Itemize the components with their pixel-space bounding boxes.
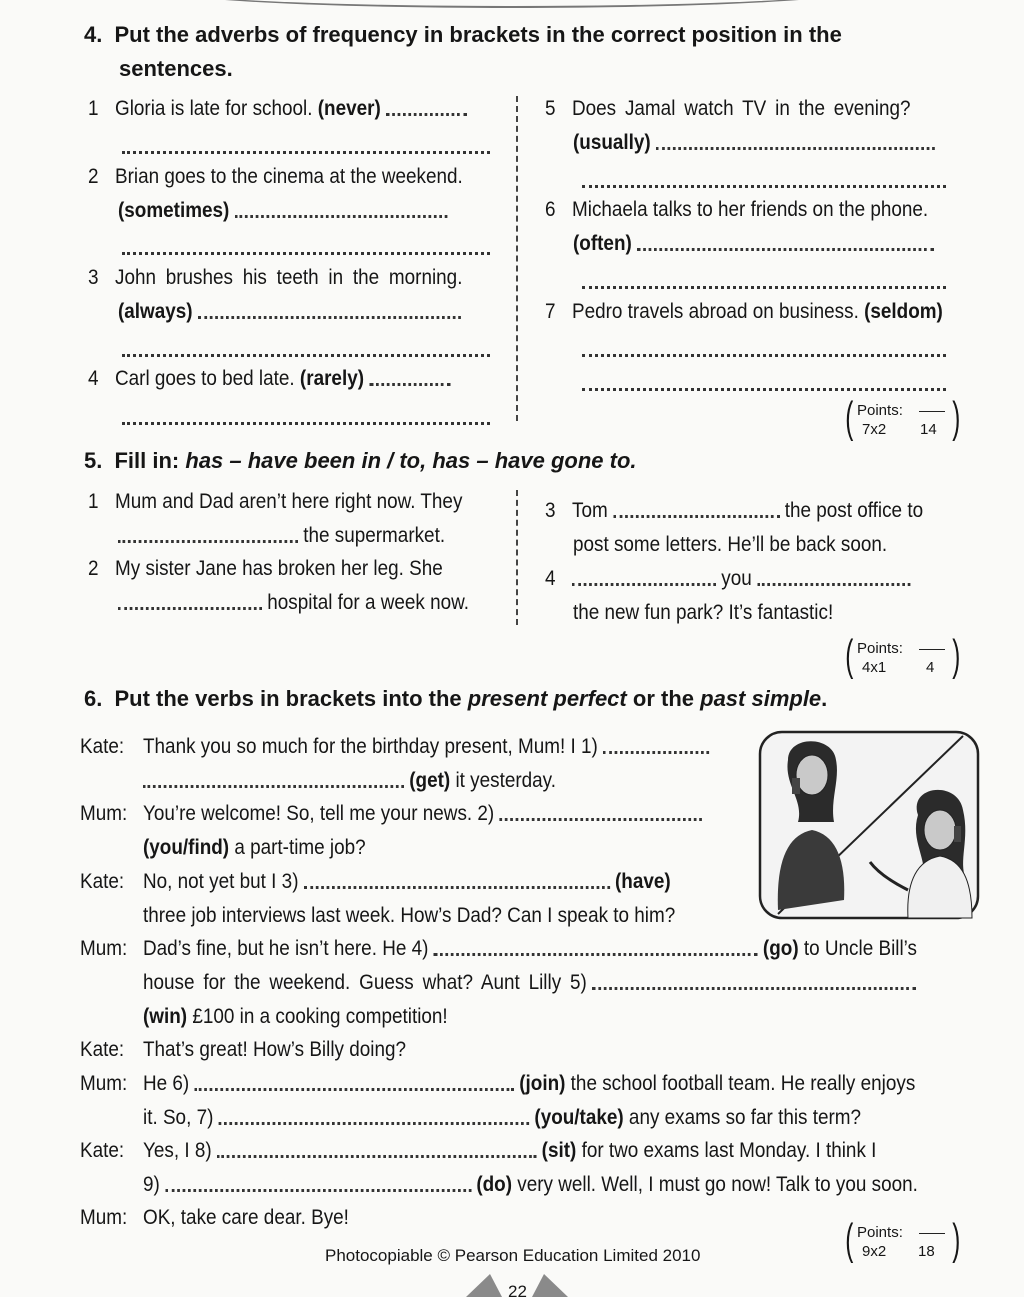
ex5-item-3: 3 Tom the post office to bbox=[545, 499, 924, 522]
ex4-item-6: 6 Michaela talks to her friends on the phone. bbox=[545, 198, 929, 221]
points-multiplier: 7x2 bbox=[862, 421, 887, 438]
points-fraction-line bbox=[919, 649, 945, 650]
ex4-item-5: 5 Does Jamal watch TV in the evening? bbox=[545, 97, 911, 120]
speaker-mum: Mum: bbox=[80, 1072, 128, 1095]
answer-blank[interactable] bbox=[582, 175, 946, 188]
points-fraction-line bbox=[919, 1233, 945, 1234]
answer-blank[interactable] bbox=[613, 505, 780, 518]
answer-blank[interactable] bbox=[582, 378, 946, 391]
speaker-mum: Mum: bbox=[80, 937, 128, 960]
answer-blank[interactable] bbox=[582, 276, 946, 289]
phone-call-illustration bbox=[758, 730, 980, 920]
ex4-number: 4. bbox=[84, 22, 103, 47]
dialogue-line-6: three job interviews last week. How’s Dad? Can I speak to him? bbox=[143, 904, 676, 927]
dialogue-line-14: 9) (do) very well. Well, I must go now! Talk to you soon. bbox=[143, 1173, 918, 1196]
ex5-heading: 5. Fill in: has – have been in / to, has – have gone to. bbox=[84, 448, 637, 473]
ex4-item-3-adverb: (always) bbox=[118, 295, 461, 328]
answer-blank[interactable] bbox=[656, 137, 935, 150]
answer-blank[interactable] bbox=[143, 775, 404, 788]
page-top-frame bbox=[160, 0, 864, 8]
answer-blank[interactable] bbox=[499, 808, 701, 821]
ex4-item-7: 7 Pedro travels abroad on business. (seldom) bbox=[545, 300, 943, 323]
ex4-heading bbox=[84, 18, 842, 51]
answer-blank[interactable] bbox=[219, 1112, 530, 1125]
speaker-kate: Kate: bbox=[80, 1139, 125, 1162]
answer-blank[interactable] bbox=[122, 141, 490, 154]
ex5-column-divider bbox=[516, 490, 518, 625]
speaker-kate: Kate: bbox=[80, 1038, 125, 1061]
points-multiplier: 4x1 bbox=[862, 659, 887, 676]
dialogue-line-4: (you/find) a part-time job? bbox=[143, 836, 366, 859]
ex4-item-2-adverb: (sometimes) bbox=[118, 194, 447, 227]
dialogue-line-12: it. So, 7) (you/take) any exams so far this term? bbox=[143, 1106, 862, 1129]
answer-blank[interactable] bbox=[165, 1179, 471, 1192]
points-total: 4 bbox=[926, 659, 935, 676]
ex5-points-box: ( ) Points: 4x1 4 bbox=[845, 631, 961, 680]
answer-blank[interactable] bbox=[217, 1145, 536, 1158]
ex4-column-divider bbox=[516, 96, 518, 421]
dialogue-line-8: house for the weekend. Guess what? Aunt Lilly 5) bbox=[143, 966, 916, 999]
speaker-kate: Kate: bbox=[80, 870, 125, 893]
ex5-item-2: 2 My sister Jane has broken her leg. She bbox=[88, 557, 443, 580]
points-total: 18 bbox=[918, 1243, 935, 1260]
answer-blank[interactable] bbox=[434, 943, 758, 956]
answer-blank[interactable] bbox=[118, 530, 298, 543]
ex4-item-4: 4 Carl goes to bed late. (rarely) bbox=[88, 362, 450, 395]
ex4-item-1: 1 Gloria is late for school. (never) bbox=[88, 92, 467, 125]
answer-blank[interactable] bbox=[122, 242, 490, 255]
ex4-item-5-adverb: (usually) bbox=[573, 126, 935, 159]
speaker-mum: Mum: bbox=[80, 1206, 128, 1229]
ex5-item-1-cont: the supermarket. bbox=[118, 519, 445, 552]
dialogue-line-9: (win) £100 in a cooking competition! bbox=[143, 1005, 448, 1028]
answer-blank[interactable] bbox=[235, 205, 447, 218]
dialogue-line-2: (get) it yesterday. bbox=[143, 764, 556, 797]
ex4-heading-line1: Put the adverbs of frequency in brackets in the correct position in the bbox=[114, 22, 842, 47]
answer-blank[interactable] bbox=[386, 103, 467, 116]
answer-blank[interactable] bbox=[369, 373, 450, 386]
points-multiplier: 9x2 bbox=[862, 1243, 887, 1260]
answer-blank[interactable] bbox=[592, 977, 916, 990]
points-label: Points: bbox=[857, 640, 903, 657]
ex4-item-2: 2 Brian goes to the cinema at the weekend. bbox=[88, 165, 463, 188]
points-total: 14 bbox=[920, 421, 937, 438]
dialogue-line-11: He 6) (join) the school football team. He really enjoys bbox=[143, 1072, 916, 1095]
ex5-item-1: 1 Mum and Dad aren’t here right now. They bbox=[88, 490, 463, 513]
copyright-notice: Photocopiable © Pearson Education Limited 2010 bbox=[325, 1246, 701, 1265]
answer-blank[interactable] bbox=[122, 412, 490, 425]
answer-blank[interactable] bbox=[572, 573, 716, 586]
answer-blank[interactable] bbox=[304, 876, 610, 889]
page-number: 22 bbox=[508, 1282, 527, 1297]
ex5-item-4: 4 you bbox=[545, 562, 910, 595]
ex4-item-3: 3 John brushes his teeth in the morning. bbox=[88, 266, 463, 289]
dialogue-line-10: That’s great! How’s Billy doing? bbox=[143, 1038, 406, 1061]
page-number-badge bbox=[462, 1274, 572, 1297]
answer-blank[interactable] bbox=[198, 306, 461, 319]
speaker-kate: Kate: bbox=[80, 735, 125, 758]
answer-blank[interactable] bbox=[194, 1078, 513, 1091]
points-label: Points: bbox=[857, 1224, 903, 1241]
ex5-item-2-cont: hospital for a week now. bbox=[118, 586, 469, 619]
ex4-item-6-adverb: (often) bbox=[573, 227, 934, 260]
ex4-heading-line2: sentences. bbox=[119, 56, 233, 81]
ex4-points-box: ( ) Points: 7x2 14 bbox=[845, 393, 961, 442]
dialogue-line-13: Yes, I 8) (sit) for two exams last Monday. I think I bbox=[143, 1139, 877, 1162]
answer-blank[interactable] bbox=[603, 741, 709, 754]
answer-blank[interactable] bbox=[122, 344, 490, 357]
dialogue-line-3: You’re welcome! So, tell me your news. 2) bbox=[143, 797, 702, 830]
speaker-mum: Mum: bbox=[80, 802, 128, 825]
dialogue-line-7: Dad’s fine, but he isn’t here. He 4) (go) to Uncle Bill’s bbox=[143, 937, 917, 960]
dialogue-line-15: OK, take care dear. Bye! bbox=[143, 1206, 349, 1229]
points-label: Points: bbox=[857, 402, 903, 419]
answer-blank[interactable] bbox=[582, 344, 946, 357]
ex6-points-box: ( ) Points: 9x2 18 bbox=[845, 1215, 961, 1264]
answer-blank[interactable] bbox=[757, 573, 910, 586]
ex5-item-3-cont: post some letters. He’ll be back soon. bbox=[573, 533, 888, 556]
dialogue-line-1: Thank you so much for the birthday present, Mum! I 1) bbox=[143, 730, 709, 763]
ex6-heading: 6. Put the verbs in brackets into the present perfect or the past simple. bbox=[84, 686, 828, 711]
points-fraction-line bbox=[919, 411, 945, 412]
answer-blank[interactable] bbox=[637, 238, 934, 251]
dialogue-line-5: No, not yet but I 3) (have) bbox=[143, 870, 671, 893]
answer-blank[interactable] bbox=[118, 597, 262, 610]
ex5-item-4-cont: the new fun park? It’s fantastic! bbox=[573, 601, 834, 624]
